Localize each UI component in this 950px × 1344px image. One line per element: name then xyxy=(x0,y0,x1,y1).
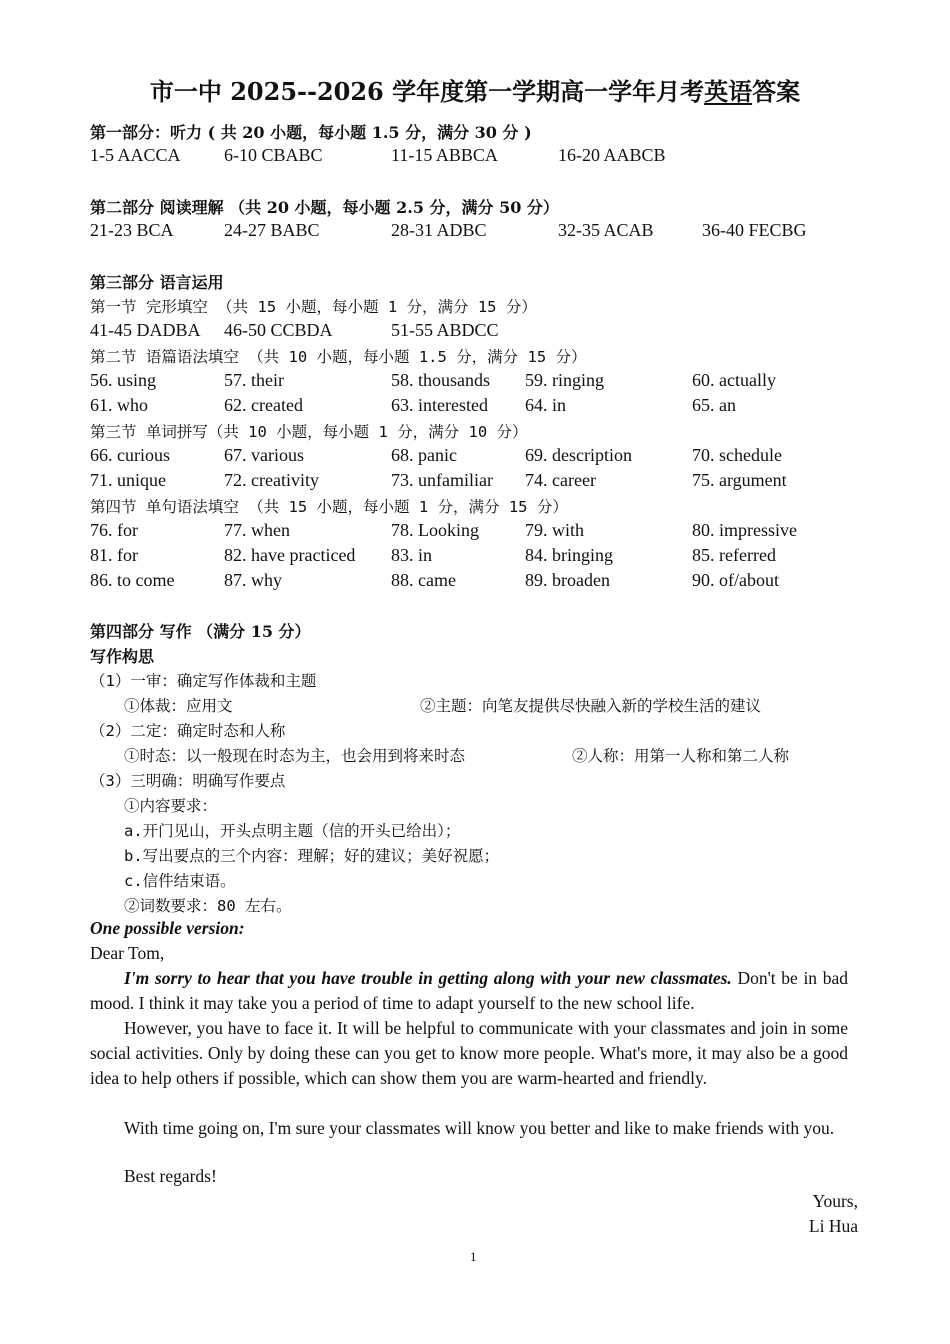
concept-step-3: （3）三明确：明确写作要点 xyxy=(90,772,286,790)
letter-signature-name: Li Hua xyxy=(808,1216,858,1236)
answer-item: 62. created xyxy=(224,395,303,415)
answer-item: 83. in xyxy=(391,545,433,565)
answer-group: 1-5 AACCA xyxy=(90,145,181,165)
answer-group: 28-31 ADBC xyxy=(391,220,487,240)
answer-item: 77. when xyxy=(224,520,290,540)
answer-item: 59. ringing xyxy=(525,370,604,390)
concept-step-3d: c.信件结束语。 xyxy=(124,872,236,890)
letter-greeting: Dear Tom, xyxy=(90,943,165,963)
answer-item: 84. bringing xyxy=(525,545,613,565)
letter-paragraph-1-rest: Don't be in bad mood. I think it may take you a period of time to adapt yourself to the new school life. xyxy=(90,968,848,1013)
letter-paragraph-1 xyxy=(90,966,848,1016)
answer-item: 79. with xyxy=(525,520,585,540)
answer-item: 57. their xyxy=(224,370,284,390)
letter-paragraph-3-text: With time going on, I'm sure your classmates will know you better and like to make friends with you. xyxy=(124,1118,835,1138)
sample-label: One possible version: xyxy=(90,918,245,938)
answer-item: 89. broaden xyxy=(525,570,610,590)
answer-item: 61. who xyxy=(90,395,148,415)
answer-group: 21-23 BCA xyxy=(90,220,174,240)
answer-group: 24-27 BABC xyxy=(224,220,320,240)
answer-group: 32-35 ACAB xyxy=(558,220,654,240)
answer-item: 71. unique xyxy=(90,470,166,490)
concept-step-2: （2）二定：确定时态和人称 xyxy=(90,722,286,740)
answer-item: 78. Looking xyxy=(391,520,479,540)
answer-item: 68. panic xyxy=(391,445,457,465)
answer-item: 73. unfamiliar xyxy=(391,470,493,490)
answer-item: 87. why xyxy=(224,570,282,590)
answer-item: 86. to come xyxy=(90,570,175,590)
part3-sec4-heading: 第四节 单句语法填空 （共 15 小题，每小题 1 分，满分 15 分） xyxy=(90,498,568,516)
concept-step-3c: b.写出要点的三个内容：理解；好的建议；美好祝愿； xyxy=(124,847,500,865)
answer-group: 11-15 ABBCA xyxy=(391,145,498,165)
title-underlined: 英语 xyxy=(704,77,753,106)
answer-item: 80. impressive xyxy=(692,520,797,540)
answer-item: 64. in xyxy=(525,395,567,415)
answer-item: 65. an xyxy=(692,395,736,415)
part1-heading: 第一部分：听力 ( 共 20 小题，每小题 1.5 分，满分 30 分 ) xyxy=(90,123,532,142)
letter-paragraph-2 xyxy=(90,1016,848,1091)
concept-step-3a: ①内容要求： xyxy=(124,797,218,815)
answer-item: 63. interested xyxy=(391,395,488,415)
concept-step-3e: ②词数要求：80 左右。 xyxy=(124,897,292,915)
letter-closing: Best regards! xyxy=(124,1166,217,1186)
concept-step-1b: ②主题：向笔友提供尽快融入新的学校生活的建议 xyxy=(420,697,762,715)
answer-item: 70. schedule xyxy=(692,445,782,465)
answer-item: 60. actually xyxy=(692,370,776,390)
answer-group: 36-40 FECBG xyxy=(702,220,807,240)
answer-group: 6-10 CBABC xyxy=(224,145,323,165)
title-suffix: 答案 xyxy=(752,77,801,106)
answer-item: 76. for xyxy=(90,520,138,540)
letter-signoff: Yours, xyxy=(812,1191,858,1211)
part3-sec2-heading: 第二节 语篇语法填空 （共 10 小题，每小题 1.5 分，满分 15 分） xyxy=(90,348,587,366)
concept-step-2b: ②人称：用第一人称和第二人称 xyxy=(572,747,790,765)
answer-item: 74. career xyxy=(525,470,596,490)
page-number: 1 xyxy=(470,1249,477,1264)
answer-item: 81. for xyxy=(90,545,138,565)
writing-concept-label: 写作构思 xyxy=(90,647,155,666)
answer-group: 46-50 CCBDA xyxy=(224,320,333,340)
answer-group: 16-20 AABCB xyxy=(558,145,666,165)
concept-step-1: （1）一审：确定写作体裁和主题 xyxy=(90,672,317,690)
part4-heading: 第四部分 写作 （满分 15 分） xyxy=(90,622,311,641)
answer-item: 67. various xyxy=(224,445,304,465)
letter-paragraph-3 xyxy=(90,1116,848,1141)
letter-paragraph-2-text: However, you have to face it. It will be helpful to communicate with your classmates and join in some social activities. Only by doing these can you get to know more people. What's more, it may also be a good idea to help others if possible, which can show them you are warm-hearted and friendly. xyxy=(90,1018,848,1088)
answer-item: 58. thousands xyxy=(391,370,490,390)
answer-group: 51-55 ABDCC xyxy=(391,320,499,340)
answer-item: 82. have practiced xyxy=(224,545,356,565)
page-title xyxy=(0,72,950,107)
concept-step-1a: ①体裁：应用文 xyxy=(124,697,233,715)
answer-item: 66. curious xyxy=(90,445,170,465)
answer-item: 88. came xyxy=(391,570,456,590)
answer-item: 56. using xyxy=(90,370,157,390)
title-prefix: 市一中 2025--2026 学年度第一学期高一学年月考 xyxy=(149,77,705,106)
part2-heading: 第二部分 阅读理解 （共 20 小题，每小题 2.5 分，满分 50 分） xyxy=(90,198,559,217)
answer-item: 69. description xyxy=(525,445,632,465)
answer-item: 72. creativity xyxy=(224,470,319,490)
concept-step-2a: ①时态：以一般现在时态为主，也会用到将来时态 xyxy=(124,747,466,765)
answer-item: 85. referred xyxy=(692,545,776,565)
letter-topic-sentence: I'm sorry to hear that you have trouble in getting along with your new classmates. xyxy=(124,968,732,988)
part3-sec3-heading: 第三节 单词拼写（共 10 小题，每小题 1 分，满分 10 分） xyxy=(90,423,528,441)
concept-step-3b: a.开门见山，开头点明主题（信的开头已给出）； xyxy=(124,822,461,840)
answer-item: 90. of/about xyxy=(692,570,779,590)
answer-group: 41-45 DADBA xyxy=(90,320,201,340)
part3-sec1-heading: 第一节 完形填空 （共 15 小题，每小题 1 分，满分 15 分） xyxy=(90,298,537,316)
answer-item: 75. argument xyxy=(692,470,787,490)
part3-heading: 第三部分 语言运用 xyxy=(90,273,224,292)
